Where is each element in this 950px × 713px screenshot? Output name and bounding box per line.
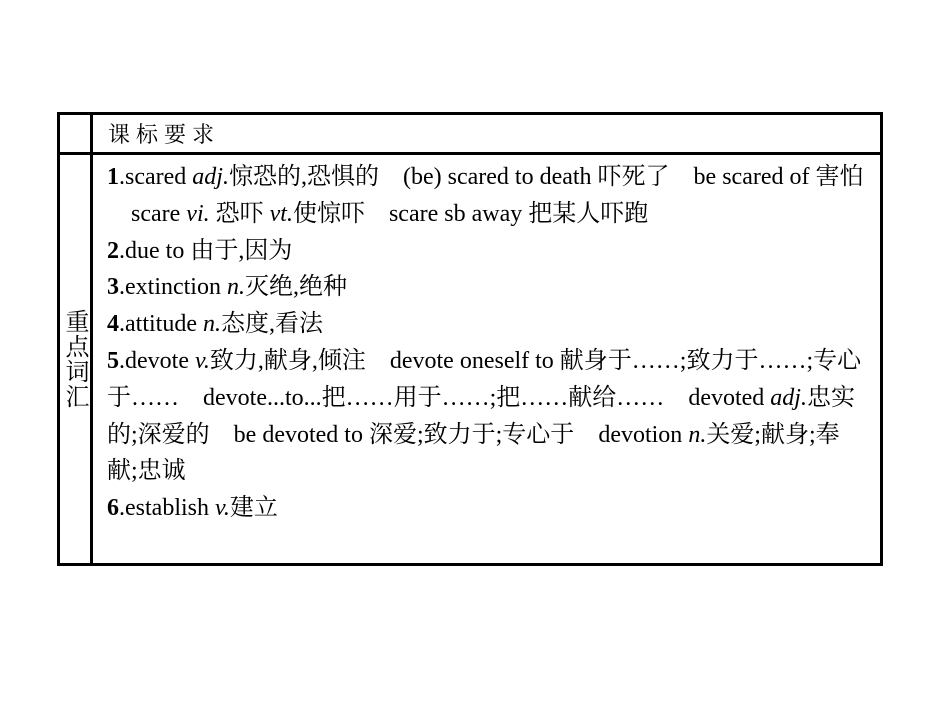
side-label: 重点词汇 bbox=[61, 309, 89, 409]
vocab-entry-5 bbox=[107, 343, 866, 490]
entry-text: 态度,看法 bbox=[220, 311, 323, 338]
entry-text: .establish bbox=[119, 495, 215, 522]
entry-text: .extinction bbox=[119, 274, 227, 301]
entry-number: 2 bbox=[107, 237, 119, 264]
part-of-speech: v. bbox=[215, 495, 230, 522]
entry-number: 1 bbox=[107, 164, 119, 190]
part-of-speech: n. bbox=[226, 274, 245, 301]
table-side-cell bbox=[60, 155, 93, 563]
entry-text: be scared of 害怕 bbox=[693, 164, 864, 190]
entry-text: .due to 由于,因为 bbox=[119, 237, 293, 264]
entry-text: 灭绝,绝种 bbox=[244, 274, 347, 301]
entry-text: devote...to...把……用于……;把……献给…… bbox=[203, 384, 665, 411]
entry-text: scare sb away 把某人吓跑 bbox=[388, 200, 649, 227]
entry-text: 建立 bbox=[229, 495, 278, 522]
entry-text: scare bbox=[131, 200, 187, 227]
entry-text: 使惊吓 bbox=[292, 200, 365, 227]
entry-text: .attitude bbox=[119, 311, 203, 338]
table-corner-cell bbox=[60, 115, 93, 155]
entry-number: 6 bbox=[107, 495, 119, 522]
part-of-speech: adj. bbox=[770, 384, 807, 411]
part-of-speech: n. bbox=[202, 311, 221, 338]
part-of-speech: adj. bbox=[192, 164, 229, 190]
part-of-speech: vi. bbox=[186, 200, 210, 227]
entry-text: be devoted to 深爱;致力于;专心于 bbox=[233, 421, 575, 448]
entry-number: 5 bbox=[107, 347, 119, 374]
part-of-speech: n. bbox=[688, 421, 707, 448]
entry-text: devotion bbox=[598, 421, 689, 448]
entry-text: .scared bbox=[119, 164, 193, 190]
entry-number: 4 bbox=[107, 311, 119, 338]
vocab-entry-6 bbox=[107, 490, 866, 527]
entry-text: 忠实的;深爱的 bbox=[107, 384, 855, 448]
entry-text: (be) scared to death 吓死了 bbox=[402, 164, 670, 190]
vocabulary-table bbox=[57, 112, 883, 566]
part-of-speech: vt. bbox=[269, 200, 293, 227]
vocab-entry-4 bbox=[107, 306, 866, 343]
entry-text: 关爱;献身;奉献;忠诚 bbox=[107, 421, 840, 485]
vocab-entry-2 bbox=[107, 233, 866, 270]
vocab-entry-1 bbox=[107, 159, 866, 233]
vocabulary-entries bbox=[93, 155, 880, 563]
entry-text: 致力,献身,倾注 bbox=[209, 347, 366, 374]
part-of-speech: v. bbox=[194, 347, 210, 374]
entry-text: devote oneself to 献身于……;致力于……;专心于…… bbox=[107, 347, 862, 411]
entry-text: devoted bbox=[688, 384, 771, 411]
entry-text: 恐吓 bbox=[209, 200, 270, 227]
entry-text: 惊恐的,恐惧的 bbox=[228, 164, 379, 190]
table-header-cell bbox=[93, 115, 880, 155]
table-header-title: 课标要求 bbox=[108, 123, 221, 148]
entry-number: 3 bbox=[107, 274, 119, 301]
vocab-entry-3 bbox=[107, 269, 866, 306]
entry-text: .devote bbox=[119, 347, 195, 374]
